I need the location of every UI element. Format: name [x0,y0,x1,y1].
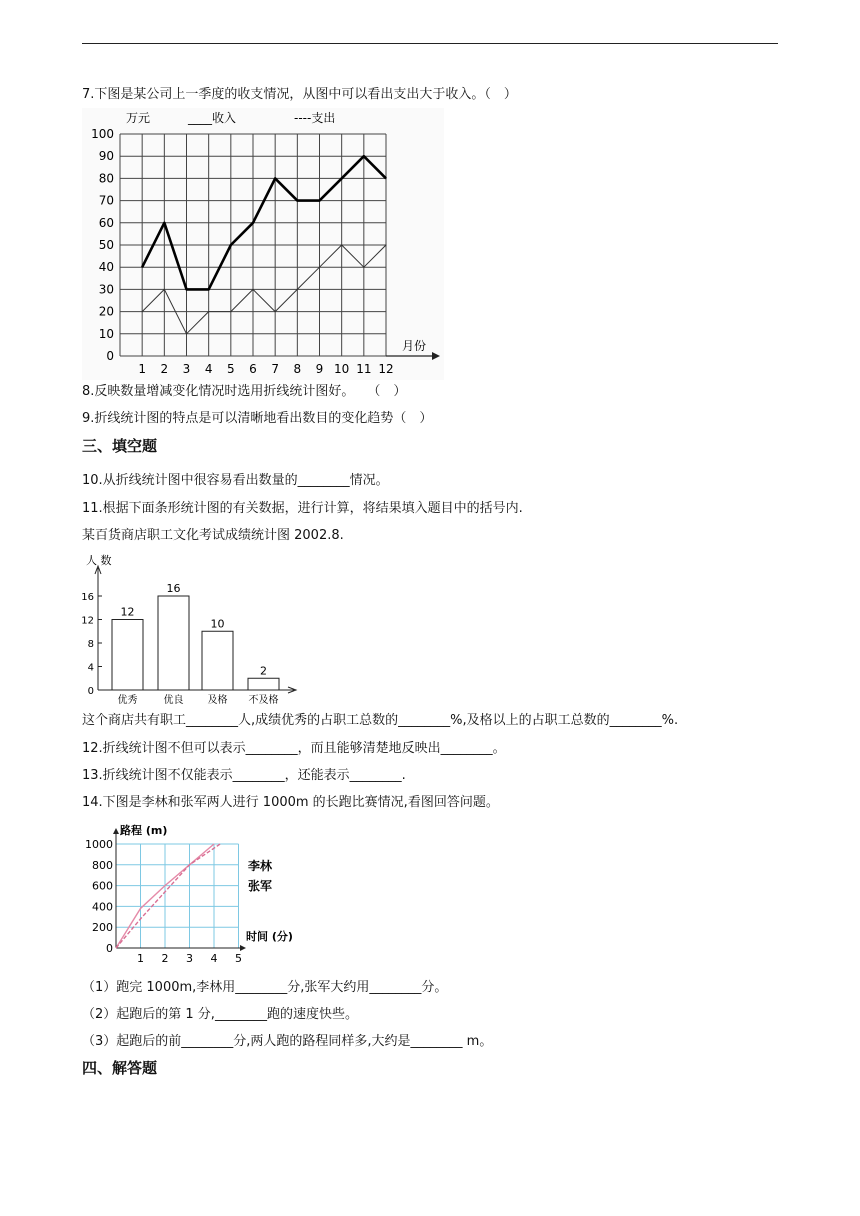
income-point [186,289,187,290]
income-point [164,222,165,223]
income-point [252,222,253,223]
x-tick-label: 12 [378,362,394,376]
question-13: 13.折线统计图不仅能表示________，还能表示________. [82,768,406,783]
bar-value-label: 16 [166,582,181,595]
expense-point [319,267,320,268]
question-10: 10.从折线统计图中很容易看出数量的________情况。 [82,473,389,488]
x-tick-label: 2 [160,362,169,376]
income-point [363,156,364,157]
y-tick-label: 0 [106,942,113,955]
question-14-part-3: （3）起跑后的前________分,两人跑的路程同样多,大约是________ m。 [82,1034,493,1049]
expense-point [341,244,342,245]
x-axis-label: 时间 (分) [246,930,293,943]
bar-value-label: 12 [120,605,135,619]
x-tick-label: 7 [271,362,279,376]
expense-point [230,311,231,312]
y-tick-label: 40 [98,260,114,275]
question-12: 12.折线统计图不但可以表示________，而且能够清楚地反映出________。 [82,741,506,756]
x-tick-label: 5 [235,952,242,965]
x-tick-label: 3 [182,362,191,376]
question-7: 7.下图是某公司上一季度的收支情况，从图中可以看出支出大于收入。（ ） [82,87,517,102]
exam-score-bar-chart [82,550,312,710]
x-tick-label: 10 [334,362,350,376]
zhangjun-line [116,844,220,948]
x-tick-label: 及格 [207,695,228,706]
legend-zhangjun: 张军 [248,879,273,893]
question-14: 14.下图是李林和张军两人进行 1000m 的长跑比赛情况,看图回答问题。 [82,795,499,810]
question-11-caption: 某百货商店职工文化考试成绩统计图 2002.8. [82,528,344,543]
y-axis-label: 万元 [126,111,151,125]
expense-point [186,333,187,334]
x-tick-label: 4 [210,952,218,965]
x-tick-label: 8 [293,362,302,376]
y-tick-label: 0 [87,686,94,697]
x-tick-label: 不及格 [248,695,279,706]
y-tick-label: 16 [81,592,94,603]
y-tick-label: 12 [81,615,94,627]
x-tick-label: 5 [227,362,235,376]
x-tick-label: 3 [186,952,193,965]
expense-point [164,289,165,290]
income-point [230,244,231,245]
income-point [319,200,320,201]
x-tick-label: 6 [249,362,257,376]
income-expense-chart [82,108,444,380]
expense-point [142,311,143,312]
section-4-heading: 四、解答题 [82,1059,158,1077]
income-point [142,267,143,268]
question-9: 9.折线统计图的特点是可以清晰地看出数目的变化趋势（ ） [82,411,433,426]
income-point [341,178,342,179]
expense-point [252,289,253,290]
y-tick-label: 200 [92,921,113,935]
y-tick-label: 1000 [85,838,113,851]
x-tick-label: 11 [356,362,372,376]
bar [112,620,143,691]
y-axis-label: 人 数 [86,554,112,567]
bar [248,678,279,690]
x-axis-label: 月份 [402,339,427,353]
y-tick-label: 4 [87,662,94,674]
question-11: 11.根据下面条形统计图的有关数据，进行计算，将结果填入题目中的括号内. [82,501,523,516]
y-tick-label: 80 [98,171,114,186]
expense-point [363,267,364,268]
y-tick-label: 30 [98,282,114,297]
x-tick-label: 优良 [163,695,184,706]
bar [158,596,189,690]
expense-point [208,311,209,312]
income-point [208,289,209,290]
legend-income: ____收入 [188,111,237,125]
x-tick-label: 2 [161,952,169,965]
expense-point [297,289,298,290]
y-tick-label: 70 [98,193,114,208]
bar-value-label: 2 [260,664,267,678]
section-3-heading: 三、填空题 [82,437,158,455]
x-tick-label: 优秀 [117,695,138,706]
question-14-part-1: （1）跑完 1000m,李林用________分,张军大约用________分。 [82,980,448,995]
income-point [297,200,298,201]
y-tick-label: 10 [98,326,114,341]
question-8: 8.反映数量增减变化情况时选用折线统计图好。 （ ） [82,384,407,399]
chart-background [82,108,444,380]
y-tick-label: 600 [92,879,113,893]
y-tick-label: 400 [92,900,113,914]
y-tick-label: 50 [98,238,114,252]
y-tick-label: 20 [98,304,114,319]
x-axis-arrow [240,945,246,951]
y-tick-label: 60 [98,215,114,230]
question-14-part-2: （2）起跑后的第 1 分,________跑的速度快些。 [82,1007,358,1022]
y-axis-label: 路程 (m) [120,824,168,837]
legend-expense: ----支出 [294,111,336,125]
income-point [385,178,386,179]
y-tick-label: 90 [98,149,114,164]
header-rule [82,43,778,44]
expense-point [385,244,386,245]
question-11-answer: 这个商店共有职工________人,成绩优秀的占职工总数的________%,及格以上的占职工总数的________%. [82,713,679,728]
bar-value-label: 10 [210,617,225,631]
x-tick-label: 1 [138,362,146,376]
y-tick-label: 800 [92,858,113,872]
race-distance-chart [86,822,306,974]
legend-lilin: 李林 [248,859,273,873]
expense-point [275,311,276,312]
y-tick-label: 100 [91,127,114,141]
y-axis-arrow [113,828,119,834]
bar [202,631,233,690]
y-tick-label: 8 [87,639,94,650]
income-point [275,178,276,179]
x-tick-label: 4 [204,362,213,376]
y-tick-label: 0 [106,349,114,363]
x-tick-label: 9 [315,362,324,376]
x-tick-label: 1 [137,952,144,965]
